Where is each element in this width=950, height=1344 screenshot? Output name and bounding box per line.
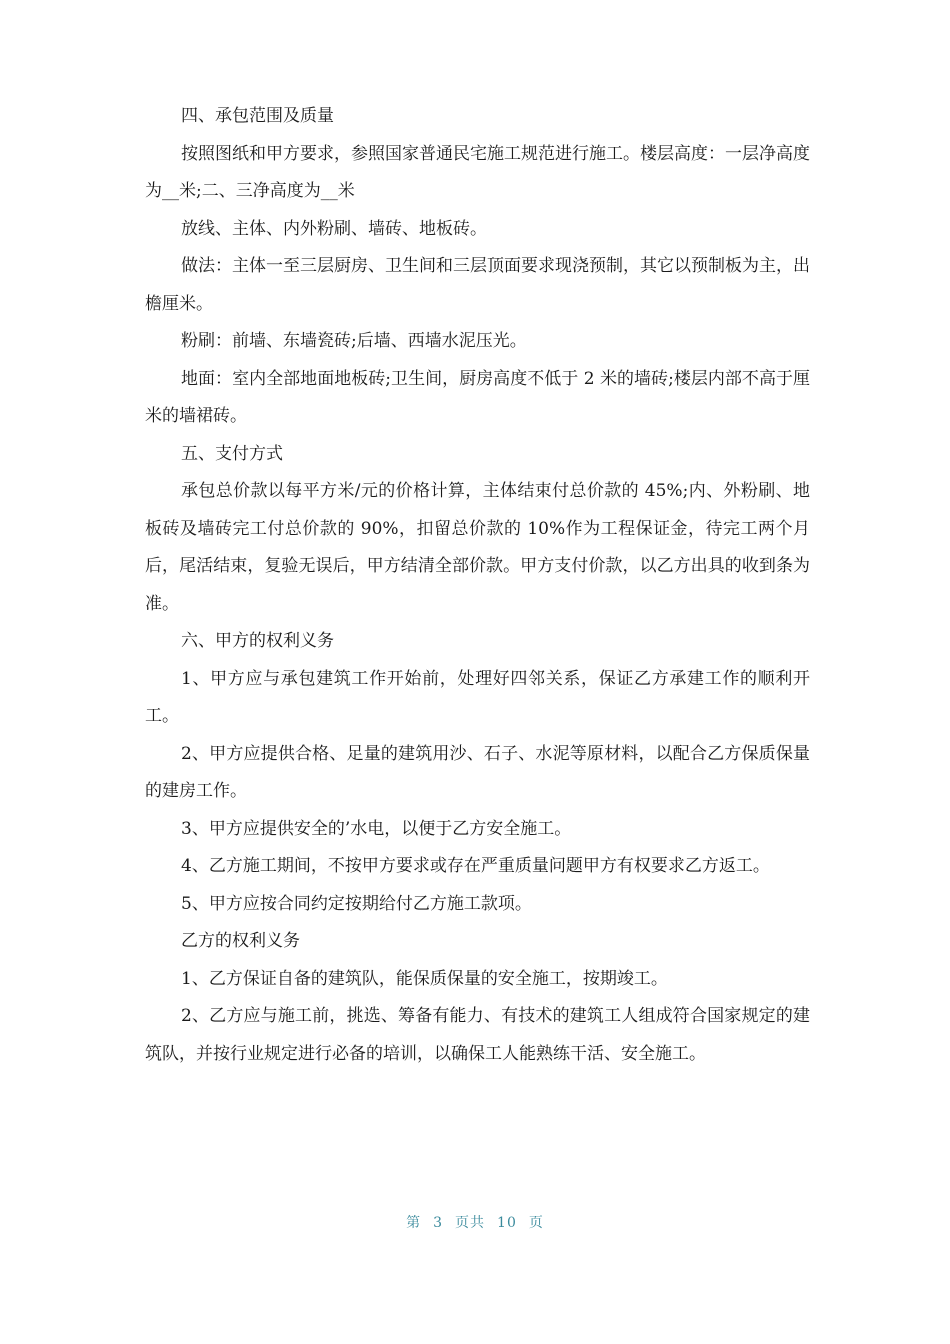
page-footer	[0, 1212, 950, 1232]
section-heading-party-a-duties: 六、甲方的权利义务	[181, 631, 334, 651]
document-body	[145, 98, 810, 1073]
paragraph-payment-terms: 承包总价款以每平方米/元的价格计算，主体结束付总价款的 45%;内、外粉刷、地板砖及墙砖完工付总价款的 90%，扣留总价款的 10%作为工程保证金，待完工两个月后，尾活结束，复验无误后，甲方结清全部价款。甲方支付价款，以乙方出具的收到条为准。	[145, 481, 810, 614]
paragraph-flooring: 地面：室内全部地面地板砖;卫生间，厨房高度不低于 2 米的墙砖;楼层内部不高于厘米的墙裙砖。	[145, 368, 810, 426]
footer-page-total: 10	[497, 1215, 517, 1231]
footer-page-prefix: 第	[406, 1215, 422, 1231]
list-item-party-b-2: 2、乙方应与施工前，挑选、筹备有能力、有技术的建筑工人组成符合国家规定的建筑队，并按行业规定进行必备的培训，以确保工人能熟练干活、安全施工。	[145, 1006, 810, 1064]
section-heading-party-b-duties: 乙方的权利义务	[181, 931, 300, 951]
list-item-party-a-5: 5、甲方应按合同约定按期给付乙方施工款项。	[181, 893, 532, 914]
list-item-party-a-3: 3、甲方应提供安全的’水电，以便于乙方安全施工。	[181, 818, 572, 839]
paragraph-work-items: 放线、主体、内外粉刷、墙砖、地板砖。	[181, 218, 487, 239]
list-item-party-a-2: 2、甲方应提供合格、足量的建筑用沙、石子、水泥等原材料，以配合乙方保质保量的建房工作。	[145, 743, 810, 801]
section-heading-scope-quality: 四、承包范围及质量	[181, 106, 334, 126]
paragraph-construction-standard: 按照图纸和甲方要求，参照国家普通民宅施工规范进行施工。楼层高度：一层净高度为__米;二、三净高度为__米	[145, 143, 810, 201]
footer-page-suffix: 页	[528, 1215, 544, 1231]
section-heading-payment: 五、支付方式	[181, 443, 283, 464]
footer-page-mid: 页共	[455, 1215, 486, 1231]
list-item-party-b-1: 1、乙方保证自备的建筑队，能保质保量的安全施工，按期竣工。	[181, 968, 668, 989]
footer-page-number: 3	[433, 1215, 444, 1231]
paragraph-method: 做法：主体一至三层厨房、卫生间和三层顶面要求现浇预制，其它以预制板为主，出檐厘米。	[145, 256, 810, 314]
paragraph-plastering: 粉刷：前墙、东墙瓷砖;后墙、西墙水泥压光。	[181, 331, 527, 351]
list-item-party-a-4: 4、乙方施工期间，不按甲方要求或存在严重质量问题甲方有权要求乙方返工。	[181, 856, 770, 876]
list-item-party-a-1: 1、甲方应与承包建筑工作开始前，处理好四邻关系，保证乙方承建工作的顺利开工。	[145, 668, 810, 726]
